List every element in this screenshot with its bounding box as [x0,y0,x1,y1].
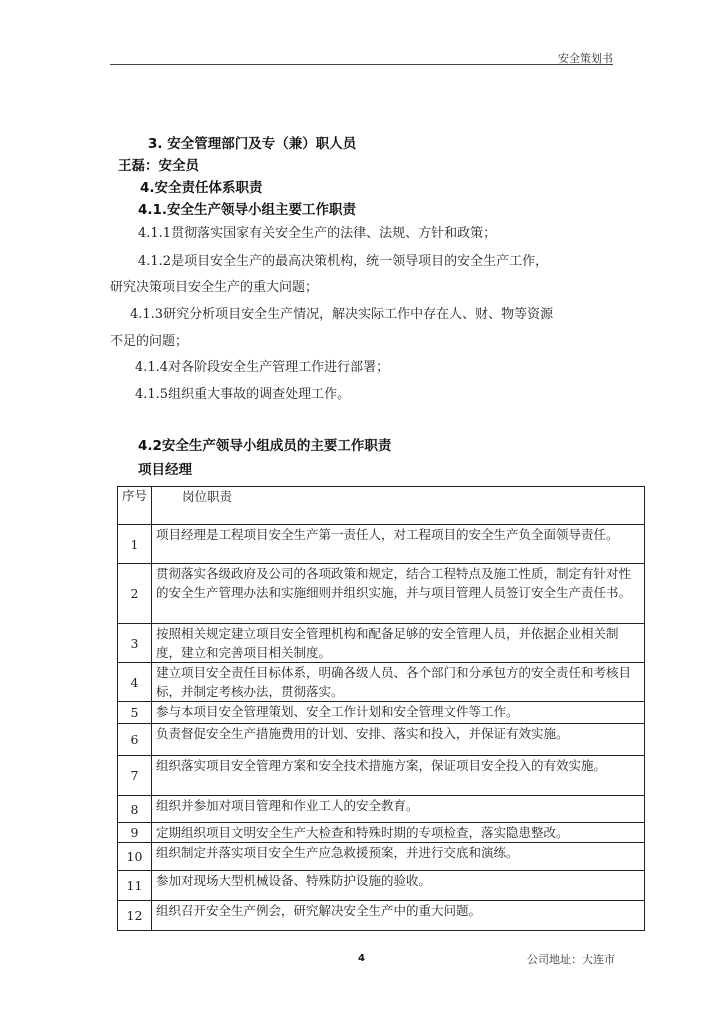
paragraph-4-1-5: 4.1.5组织重大事故的调查处理工作。 [135,387,351,402]
row-number: 6 [118,724,152,756]
page-number: 4 [358,953,365,964]
table-row [118,796,645,823]
row-duty: 参加对现场大型机械设备、特殊防护设施的验收。 [152,871,645,901]
table-row [118,843,645,871]
company-address: 公司地址：大连市 [527,953,615,966]
row-number: 2 [118,564,152,624]
row-duty: 按照相关规定建立项目安全管理机构和配备足够的安全管理人员，并依据企业相关制度，建立和完善项目相关制度。 [152,624,645,663]
paragraph-4-1-4: 4.1.4对各阶段安全生产管理工作进行部署； [135,360,390,375]
role-heading: 项目经理 [138,462,192,478]
row-number: 8 [118,796,152,823]
row-number: 11 [118,871,152,901]
duty-table [117,486,645,931]
header-duty: 岗位职责 [152,487,645,525]
row-duty: 组织召开安全生产例会，研究解决安全生产中的重大问题。 [152,901,645,931]
row-duty: 定期组织项目文明安全生产大检查和特殊时期的专项检查，落实隐患整改。 [152,823,645,843]
paragraph-4-1-2-line1: 4.1.2是项目安全生产的最高决策机构，统一领导项目的安全生产工作， [138,254,549,269]
table-row [118,702,645,724]
row-number: 3 [118,624,152,663]
paragraph-4-1-2-line2: 研究决策项目安全生产的重大问题； [110,280,319,295]
safety-officer-line: 王磊：安全员 [118,158,199,174]
paragraph-4-1-1: 4.1.1贯彻落实国家有关安全生产的法律、法规、方针和政策； [138,226,497,241]
row-number: 7 [118,756,152,796]
header-title: 安全策划书 [558,52,613,65]
row-duty: 参与本项目安全管理策划、安全工作计划和安全管理文件等工作。 [152,702,645,724]
row-duty: 贯彻落实各级政府及公司的各项政策和规定，结合工程特点及施工性质，制定有针对性的安全生产管理办法和实施细则并组织实施，并与项目管理人员签订安全生产责任书。 [152,564,645,624]
row-duty: 建立项目安全责任目标体系，明确各级人员、各个部门和分承包方的安全责任和考核目标，并制定考核办法，贯彻落实。 [152,663,645,702]
header-number: 序号 [118,487,152,525]
table-row [118,624,645,663]
table-row [118,525,645,564]
paragraph-4-1-3-line2: 不足的问题； [110,334,189,349]
table-row [118,724,645,756]
table-row [118,756,645,796]
row-number: 10 [118,843,152,871]
row-duty: 项目经理是工程项目安全生产第一责任人，对工程项目的安全生产负全面领导责任。 [152,525,645,564]
paragraph-4-1-3-line1: 4.1.3研究分析项目安全生产情况，解决实际工作中存在人、财、物等资源 [130,307,554,322]
table-row [118,663,645,702]
section-4-heading: 4.安全责任体系职责 [140,180,263,196]
section-4-2-heading: 4.2安全生产领导小组成员的主要工作职责 [138,438,392,454]
page-header [110,44,613,65]
table-header-row [118,487,645,525]
row-number: 4 [118,663,152,702]
section-3-heading: 3. 安全管理部门及专（兼）职人员 [148,136,357,152]
row-number: 12 [118,901,152,931]
row-duty: 组织并参加对项目管理和作业工人的安全教育。 [152,796,645,823]
table-row [118,564,645,624]
table-row [118,901,645,931]
row-duty: 组织落实项目安全管理方案和安全技术措施方案，保证项目安全投入的有效实施。 [152,756,645,796]
section-4-1-heading: 4.1.安全生产领导小组主要工作职责 [138,202,357,218]
row-number: 5 [118,702,152,724]
row-number: 9 [118,823,152,843]
row-duty: 组织制定并落实项目安全生产应急救援预案，并进行交底和演练。 [152,843,645,871]
table-row [118,871,645,901]
row-number: 1 [118,525,152,564]
table-row [118,823,645,843]
row-duty: 负责督促安全生产措施费用的计划、安排、落实和投入，并保证有效实施。 [152,724,645,756]
